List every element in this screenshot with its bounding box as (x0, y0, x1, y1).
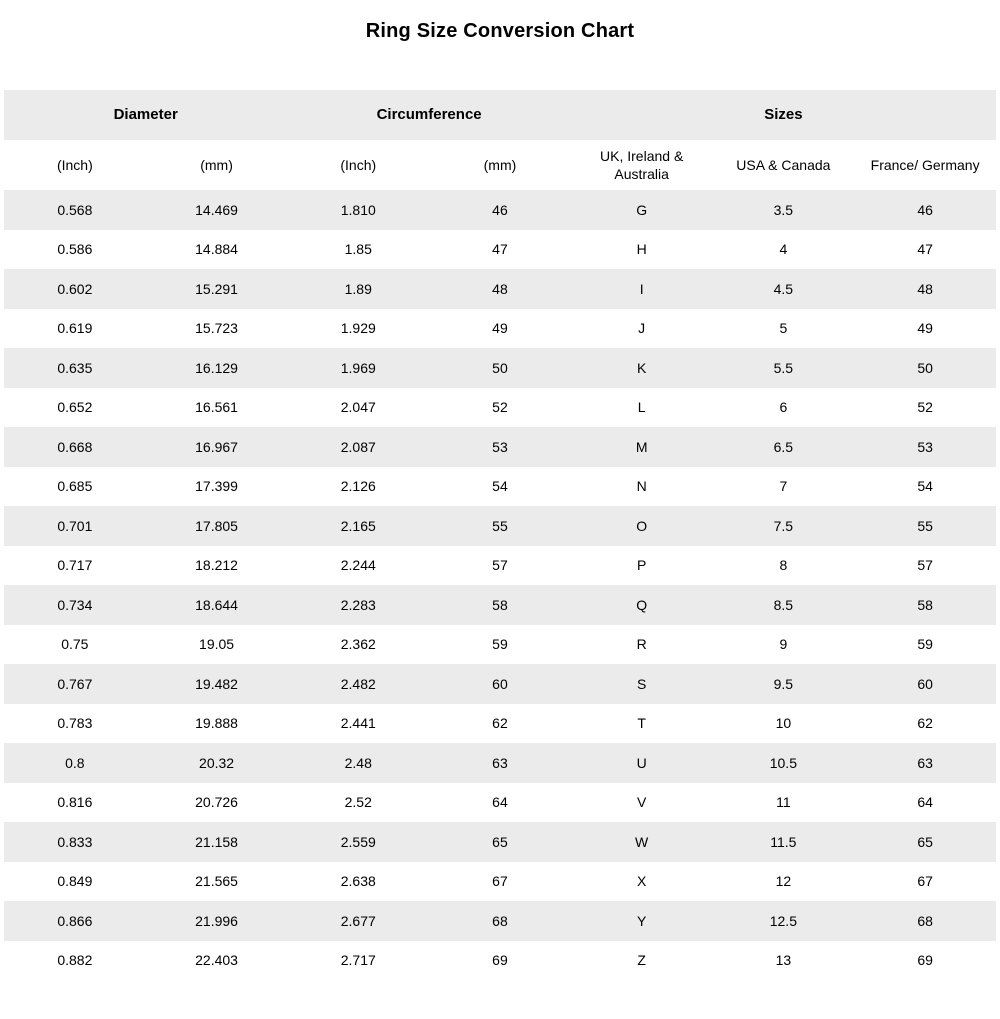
table-cell: 19.482 (195, 675, 238, 692)
table-head (4, 90, 996, 190)
table-cell: 49 (917, 320, 933, 337)
table-cell: 62 (917, 715, 933, 732)
table-cell: 13 (775, 952, 792, 969)
table-row (4, 625, 996, 665)
table-cell: 0.652 (57, 399, 93, 416)
table-cell: 50 (492, 359, 508, 376)
table-row (4, 388, 996, 428)
table-cell: 4 (779, 241, 788, 258)
table-cell: 1.85 (344, 241, 372, 258)
table-cell: 0.767 (57, 675, 93, 692)
column-header-diameter-inch: (Inch) (56, 157, 93, 173)
table-cell: 1.89 (344, 280, 372, 297)
table-cell: 60 (492, 675, 508, 692)
table-cell: 5 (779, 320, 788, 337)
column-header-diameter-mm: (mm) (200, 157, 233, 173)
table-cell: 17.399 (195, 478, 238, 495)
table-cell: 7 (779, 478, 788, 495)
table-cell: 67 (917, 873, 933, 890)
table-cell: 20.726 (195, 794, 238, 811)
table-cell: 63 (492, 754, 508, 771)
table-cell: 15.291 (195, 280, 238, 297)
table-cell: 0.701 (57, 517, 93, 534)
table-cell: 0.602 (57, 280, 93, 297)
table-cell: 64 (917, 794, 933, 811)
table-cell: 0.635 (57, 359, 93, 376)
table-row (4, 467, 996, 507)
table-cell: 10.5 (769, 754, 797, 771)
table-cell: 65 (492, 833, 508, 850)
table-cell: 68 (492, 912, 508, 929)
table-cell: 0.816 (57, 794, 93, 811)
column-header-france-germany: France/ Germany (870, 157, 980, 173)
table-cell: 2.126 (340, 478, 376, 495)
table-cell: O (636, 517, 648, 534)
table-cell: 18.212 (195, 557, 238, 574)
table-cell: M (635, 438, 648, 455)
table-cell: 2.362 (340, 636, 376, 653)
table-cell: 0.882 (57, 952, 93, 969)
column-header-circumference-mm: (mm) (483, 157, 517, 173)
table-cell: 53 (917, 438, 933, 455)
table-cell: 9.5 (773, 675, 794, 692)
table-cell: 16.967 (195, 438, 238, 455)
table-cell: 2.047 (340, 399, 376, 416)
table-cell: 6 (779, 399, 788, 416)
table-row (4, 664, 996, 704)
column-group-diameter: Diameter (113, 106, 178, 123)
table-cell: 2.717 (340, 952, 376, 969)
table-cell: 2.52 (344, 794, 372, 811)
table-row (4, 743, 996, 783)
table-cell: 19.05 (199, 636, 235, 653)
table-cell: V (636, 794, 647, 811)
table-cell: 2.244 (340, 557, 376, 574)
table-cell: 58 (492, 596, 508, 613)
table-cell: 14.884 (195, 241, 238, 258)
table-cell: 55 (492, 517, 508, 534)
table-cell: 2.441 (340, 715, 376, 732)
table-cell: W (635, 833, 649, 850)
table-cell: 57 (492, 557, 508, 574)
table-row (4, 941, 996, 981)
table-cell: 12.5 (769, 912, 797, 929)
table-cell: 60 (917, 675, 933, 692)
table-cell: 68 (917, 912, 933, 929)
table-cell: 6.5 (773, 438, 794, 455)
table-cell: 55 (917, 517, 933, 534)
table-cell: 2.677 (340, 912, 376, 929)
table-cell: 47 (917, 241, 933, 258)
table-row (4, 783, 996, 823)
table-cell: 48 (492, 280, 508, 297)
table-cell: 53 (492, 438, 508, 455)
table-cell: 49 (492, 320, 508, 337)
column-group-header-row (4, 90, 996, 140)
table-cell: 9 (779, 636, 788, 653)
table-cell: X (636, 873, 647, 890)
table-cell: 69 (917, 952, 933, 969)
table-cell: 2.638 (340, 873, 376, 890)
table-cell: 54 (492, 478, 508, 495)
table-cell: 0.685 (57, 478, 93, 495)
table-row (4, 704, 996, 744)
table-cell: 0.75 (61, 636, 89, 653)
table-cell: T (637, 715, 646, 732)
table-row (4, 822, 996, 862)
table-cell: 63 (917, 754, 933, 771)
table-row (4, 269, 996, 309)
column-header-uk-ireland-australia: UK, Ireland & Australia (600, 148, 684, 182)
table-cell: 0.717 (57, 557, 93, 574)
table-cell: 57 (917, 557, 933, 574)
table-cell: H (636, 241, 647, 258)
column-group-sizes: Sizes (764, 106, 803, 123)
table-cell: 15.723 (195, 320, 238, 337)
table-cell: 2.087 (340, 438, 376, 455)
table-cell: 8 (779, 557, 788, 574)
table-cell: Q (636, 596, 648, 613)
column-header-usa-canada: USA & Canada (736, 157, 831, 173)
table-cell: 58 (917, 596, 933, 613)
table-cell: 0.586 (57, 241, 93, 258)
table-cell: 50 (917, 359, 933, 376)
table-row (4, 309, 996, 349)
table-cell: 1.969 (340, 359, 376, 376)
table-row (4, 546, 996, 586)
table-cell: 0.833 (57, 833, 93, 850)
table-cell: 59 (492, 636, 508, 653)
table-cell: 20.32 (199, 754, 235, 771)
table-cell: 14.469 (195, 201, 238, 218)
table-cell: G (636, 201, 648, 218)
table-cell: 4.5 (773, 280, 794, 297)
table-cell: J (638, 320, 646, 337)
table-body (4, 190, 996, 980)
column-group-circumference: Circumference (376, 106, 482, 123)
column-header-row (4, 140, 996, 190)
table-cell: 10 (775, 715, 792, 732)
table-cell: 5.5 (773, 359, 794, 376)
table-row (4, 506, 996, 546)
table-cell: 2.283 (340, 596, 376, 613)
table-row (4, 427, 996, 467)
table-cell: 59 (917, 636, 933, 653)
table-cell: 2.48 (344, 754, 372, 771)
table-cell: 18.644 (195, 596, 238, 613)
table-cell: 7.5 (773, 517, 794, 534)
table-row (4, 348, 996, 388)
table-cell: 0.619 (57, 320, 93, 337)
table-cell: 47 (492, 241, 508, 258)
ring-size-conversion-table (4, 90, 996, 980)
table-cell: 8.5 (773, 596, 794, 613)
page-title: Ring Size Conversion Chart (365, 20, 635, 42)
table-row (4, 862, 996, 902)
table-cell: 2.482 (340, 675, 376, 692)
table-cell: L (637, 399, 646, 416)
column-header-circumference-inch: (Inch) (340, 157, 377, 173)
table-cell: 64 (492, 794, 508, 811)
table-cell: 11 (776, 794, 791, 811)
table-cell: 12 (775, 873, 792, 890)
table-cell: 0.8 (65, 754, 85, 771)
table-row (4, 585, 996, 625)
table-cell: 62 (492, 715, 508, 732)
table-cell: S (636, 675, 647, 692)
table-row (4, 901, 996, 941)
table-cell: U (636, 754, 647, 771)
table-cell: 16.561 (195, 399, 238, 416)
table-cell: 21.158 (195, 833, 238, 850)
table-cell: 22.403 (195, 952, 238, 969)
table-cell: 67 (492, 873, 508, 890)
table-cell: 0.668 (57, 438, 93, 455)
table-cell: 11.5 (770, 833, 797, 850)
table-cell: 0.734 (57, 596, 93, 613)
table-row (4, 190, 996, 230)
table-cell: 0.849 (57, 873, 93, 890)
table-cell: P (636, 557, 647, 574)
table-cell: 21.565 (195, 873, 238, 890)
table-cell: 2.165 (340, 517, 376, 534)
table-cell: 46 (492, 201, 508, 218)
table-cell: 65 (917, 833, 933, 850)
table-cell: 0.866 (57, 912, 93, 929)
table-cell: 3.5 (773, 201, 794, 218)
table-cell: I (639, 280, 644, 297)
table-cell: Y (636, 912, 647, 929)
table-cell: 69 (492, 952, 508, 969)
table-cell: 52 (917, 399, 933, 416)
table-cell: 52 (492, 399, 508, 416)
table-cell: 19.888 (195, 715, 238, 732)
table-cell: N (636, 478, 647, 495)
table-cell: 1.929 (340, 320, 376, 337)
table-cell: 21.996 (195, 912, 238, 929)
table-cell: 48 (917, 280, 933, 297)
table-cell: 2.559 (340, 833, 376, 850)
table-cell: Z (637, 952, 646, 969)
table-cell: K (636, 359, 647, 376)
table-cell: 0.568 (57, 201, 93, 218)
table-cell: 17.805 (195, 517, 238, 534)
table-row (4, 230, 996, 270)
table-cell: 1.810 (340, 201, 376, 218)
table-cell: 0.783 (57, 715, 93, 732)
table-cell: 54 (917, 478, 933, 495)
table-cell: 46 (917, 201, 933, 218)
table-cell: R (636, 636, 647, 653)
table-cell: 16.129 (195, 359, 238, 376)
